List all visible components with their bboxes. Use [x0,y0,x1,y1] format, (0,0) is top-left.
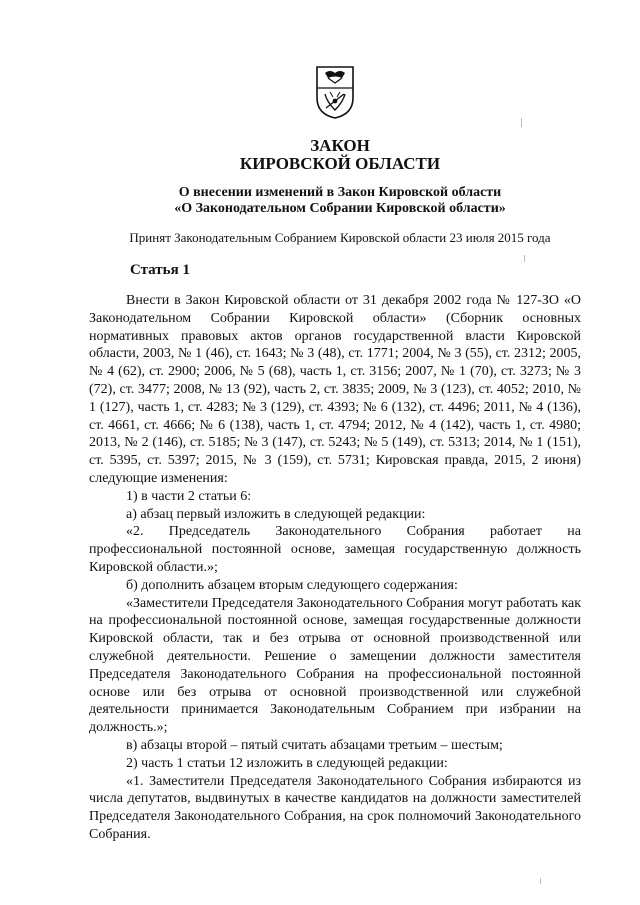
scan-artifact [521,118,522,127]
paragraph: 1) в части 2 статьи 6: [126,488,252,504]
article-heading: Статья 1 [130,262,190,278]
paragraph: «1. Заместители Председателя Законодательного Собрания избираются из числа депутатов, выдвинутых в качестве кандидатов на должности заместителей Председателя Законодательного Собрания, на срок полномочий Законодательного Собрания. [89,773,581,842]
paragraph: а) абзац первый изложить в следующей редакции: [126,506,426,522]
scan-artifact [540,878,541,884]
law-subtitle-line1: О внесении изменений в Закон Кировской области [178,185,502,200]
paragraph: Внести в Закон Кировской области от 31 декабря 2002 года № 127-ЗО «О Законодательном Собрании Кировской области» (Сборник основных нормативных правовых актов органов государственной власти Кировской области, 2003, № 1 (46), ст. 1643; № 3 (48), ст. 1771; 2004, № 3 (55), ст. 2312; 2005, № 4 (62), ст. 2900; 2006, № 5 (68), часть 1, ст. 3156; 2007, № 1 (70), ст. 3273; № 3 (72), ст. 3477; 2008, № 13 (92), часть 2, ст. 3835; 2009, № 3 (123), ст. 4052; 2010, № 1 (127), часть 1, ст. 4283; № 3 (129), ст. 4393; № 6 (132), ст. 4496; 2011, № 4 (136), ст. 4661, ст. 4666; № 6 (138), часть 1, ст. 4794; 2012, № 4 (142), часть 1, ст. 4980; 2013, № 2 (146), ст. 5185; № 3 (147), ст. 5243; № 5 (149), ст. 5313; 2014, № 1 (151), ст. 5395, ст. 5397; 2015, № 3 (159), ст. 5731; Кировская правда, 2015, 2 июня) следующие изменения: [89,293,581,486]
law-title-line1: ЗАКОН [310,136,370,155]
scan-artifact [524,255,525,262]
kirov-oblast-coat-of-arms-icon [314,64,356,120]
paragraph: в) абзацы второй – пятый считать абзацами третьим – шестым; [126,737,503,753]
paragraph: «Заместители Председателя Законодательного Собрания могут работать как на профессиональной постоянной основе, замещая государственные должности Кировской области, так и без отрыва от основной производственной или служебной деятельности. Решение о замещении должности заместителя Председателя Законодательного Собрания на профессиональной постоянной основе или без отрыва от основной производственной или служебной деятельности принимается Законодательным Собранием при избрании на должность.»; [89,595,581,736]
law-subtitle-line2: «О Законодательном Собрании Кировской области» [174,201,506,216]
law-title-line2: КИРОВСКОЙ ОБЛАСТИ [239,154,441,173]
article-body [89,292,581,844]
paragraph: б) дополнить абзацем вторым следующего содержания: [126,577,458,593]
adoption-note: Принят Законодательным Собранием Кировской области 23 июля 2015 года [129,230,551,245]
paragraph: 2) часть 1 статьи 12 изложить в следующей редакции: [126,755,448,771]
paragraph: «2. Председатель Законодательного Собрания работает на профессиональной постоянной основе, замещая государственную должность Кировской области.»; [89,524,581,575]
